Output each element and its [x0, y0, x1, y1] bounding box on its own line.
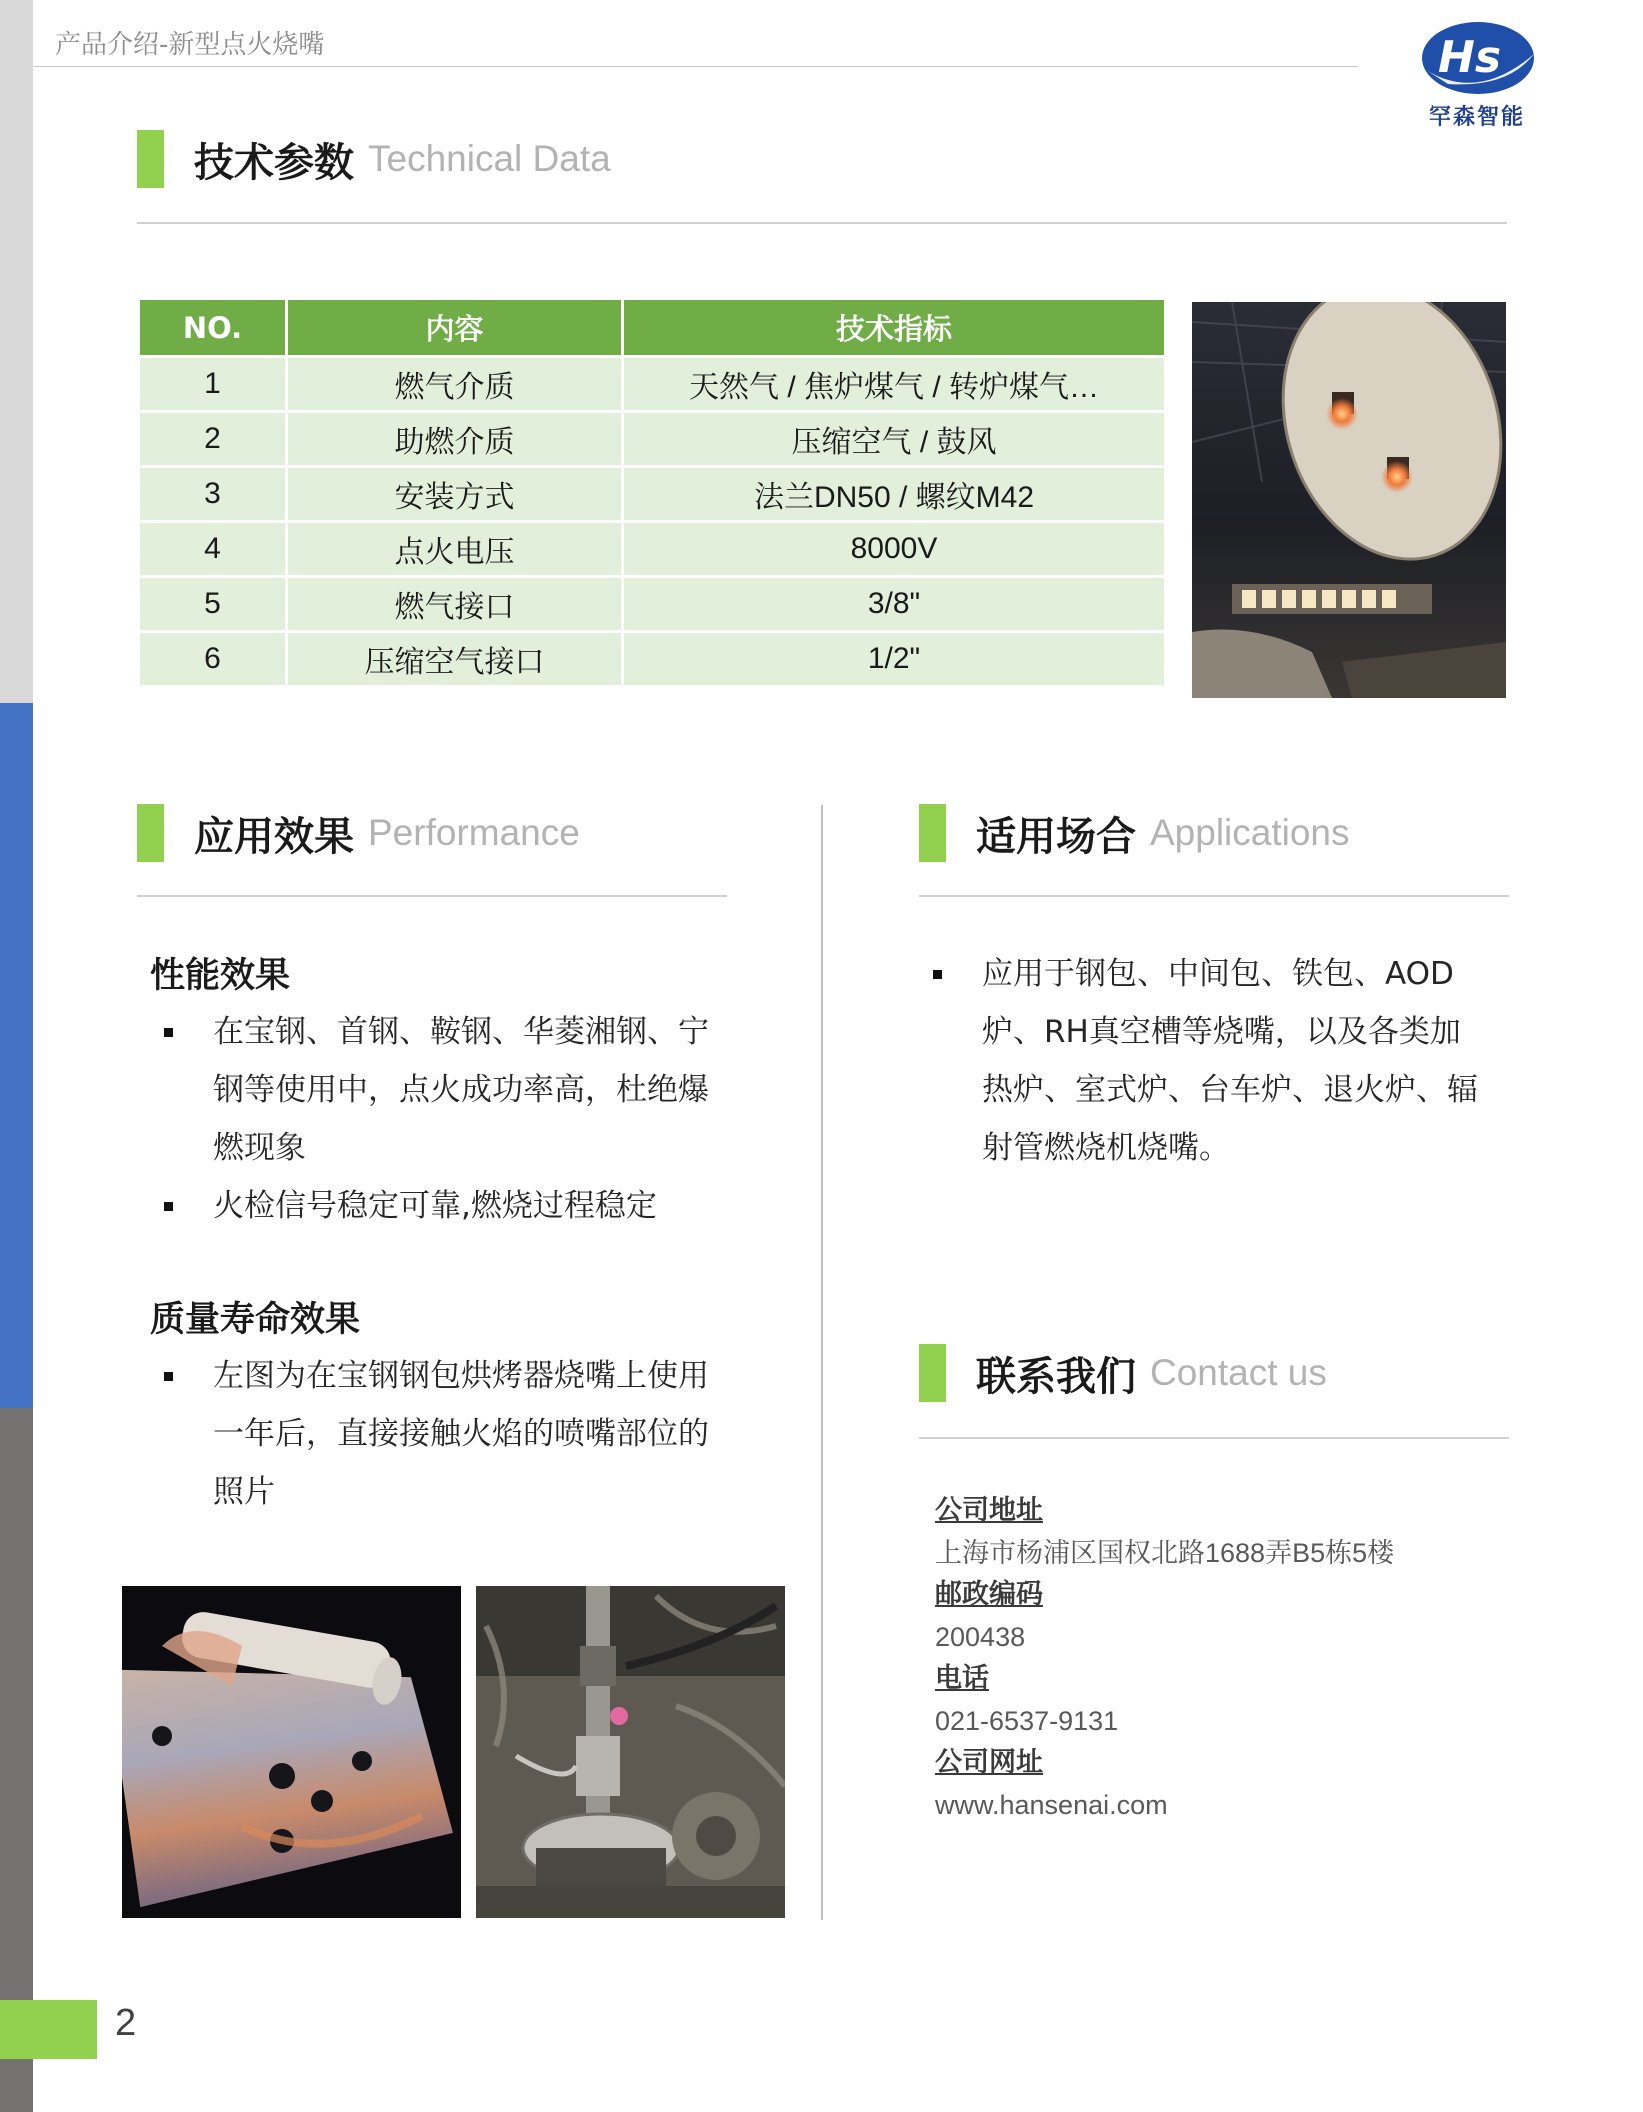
performance-subtitle-2: 质量寿命效果	[150, 1300, 361, 1340]
company-logo	[1418, 14, 1536, 131]
technical-title-cn: 技术参数	[194, 139, 354, 186]
column-divider	[821, 805, 823, 1920]
table-row	[140, 578, 1164, 630]
list-item-text: 在宝钢、首钢、鞍钢、华菱湘钢、宁钢等使用中，点火成功率高，杜绝爆燃现象	[213, 1014, 709, 1166]
address-label: 公司地址	[935, 1495, 1043, 1526]
logo-emblem-icon	[1418, 14, 1536, 98]
performance-list-1	[150, 1003, 710, 1235]
performance-divider	[137, 895, 727, 897]
bullet-icon	[164, 1028, 173, 1037]
phone-label: 电话	[935, 1663, 989, 1694]
bullet-icon	[933, 970, 942, 979]
table-row	[140, 633, 1164, 685]
list-item	[919, 945, 1489, 1177]
table-cell-no: 4	[140, 523, 285, 575]
table-cell-no: 5	[140, 578, 285, 630]
performance-title-cn: 应用效果	[194, 813, 354, 860]
technical-data-table	[137, 297, 1167, 688]
postcode-value: 200438	[935, 1622, 1026, 1652]
table-header-no: NO.	[140, 300, 285, 355]
table-cell-spec: 压缩空气 / 鼓风	[624, 413, 1164, 465]
technical-divider	[137, 222, 1507, 224]
table-cell-spec: 1/2"	[624, 633, 1164, 685]
table-cell-no: 1	[140, 358, 285, 410]
list-item	[150, 1003, 710, 1177]
table-header-row	[140, 300, 1164, 355]
table-row	[140, 413, 1164, 465]
heading-accent-bar	[919, 1344, 946, 1402]
table-cell-spec: 法兰DN50 / 螺纹M42	[624, 468, 1164, 520]
table-cell-content: 点火电压	[288, 523, 621, 575]
worn-nozzle-photo	[122, 1586, 461, 1918]
list-item-text: 应用于钢包、中间包、铁包、AOD炉、RH真空槽等烧嘴，以及各类加热炉、室式炉、台车炉、退火炉、辐射管燃烧机烧嘴。	[982, 956, 1478, 1166]
table-cell-no: 3	[140, 468, 285, 520]
performance-heading	[137, 804, 580, 862]
applications-divider	[919, 895, 1509, 897]
table-cell-content: 安装方式	[288, 468, 621, 520]
table-row	[140, 358, 1164, 410]
table-cell-spec: 8000V	[624, 523, 1164, 575]
table-cell-content: 助燃介质	[288, 413, 621, 465]
address-value: 上海市杨浦区国权北路1688弄B5栋5楼	[935, 1538, 1395, 1568]
page-number: 2	[115, 2002, 137, 2044]
table-cell-content: 燃气介质	[288, 358, 621, 410]
table-header-content: 内容	[288, 300, 621, 355]
contact-divider	[919, 1437, 1509, 1439]
performance-list-2	[150, 1347, 710, 1521]
technical-heading	[137, 130, 611, 188]
applications-title-cn: 适用场合	[976, 813, 1136, 860]
contact-title-en: Contact us	[1150, 1352, 1327, 1393]
applications-list	[919, 945, 1489, 1177]
logo-text: 罕森智能	[1428, 105, 1525, 130]
list-item	[150, 1347, 710, 1521]
technical-title-en: Technical Data	[368, 138, 611, 179]
website-link[interactable]: www.hansenai.com	[935, 1790, 1168, 1820]
installed-burner-photo	[476, 1586, 785, 1918]
performance-title-en: Performance	[368, 812, 580, 853]
side-stripe-blue	[0, 703, 33, 1408]
table-cell-content: 燃气接口	[288, 578, 621, 630]
table-row	[140, 468, 1164, 520]
applications-heading	[919, 804, 1350, 862]
running-title: 产品介绍-新型点火烧嘴	[55, 30, 325, 60]
list-item	[150, 1177, 710, 1235]
performance-subtitle-1: 性能效果	[150, 956, 291, 996]
website-label: 公司网址	[935, 1747, 1043, 1778]
header-divider	[33, 66, 1358, 67]
list-item-text: 火检信号稳定可靠,燃烧过程稳定	[213, 1188, 657, 1224]
side-stripe-gray	[0, 0, 33, 703]
table-cell-no: 6	[140, 633, 285, 685]
list-item-text: 左图为在宝钢钢包烘烤器烧嘴上使用一年后，直接接触火焰的喷嘴部位的照片	[213, 1358, 709, 1510]
bullet-icon	[164, 1372, 173, 1381]
phone-value: 021-6537-9131	[935, 1706, 1119, 1736]
contact-heading	[919, 1344, 1327, 1402]
table-row	[140, 523, 1164, 575]
furnace-lid-photo	[1192, 302, 1506, 698]
heading-accent-bar	[137, 804, 164, 862]
table-cell-content: 压缩空气接口	[288, 633, 621, 685]
heading-accent-bar	[137, 130, 164, 188]
page-number-accent	[0, 2000, 97, 2059]
table-header-spec: 技术指标	[624, 300, 1164, 355]
applications-title-en: Applications	[1150, 812, 1350, 853]
table-cell-no: 2	[140, 413, 285, 465]
heading-accent-bar	[919, 804, 946, 862]
logo-mark: Hs	[1438, 32, 1502, 83]
postcode-label: 邮政编码	[935, 1579, 1043, 1610]
table-cell-spec: 天然气 / 焦炉煤气 / 转炉煤气…	[624, 358, 1164, 410]
bullet-icon	[164, 1202, 173, 1211]
table-cell-spec: 3/8"	[624, 578, 1164, 630]
contact-title-cn: 联系我们	[976, 1353, 1136, 1400]
contact-details	[935, 1490, 1394, 1826]
